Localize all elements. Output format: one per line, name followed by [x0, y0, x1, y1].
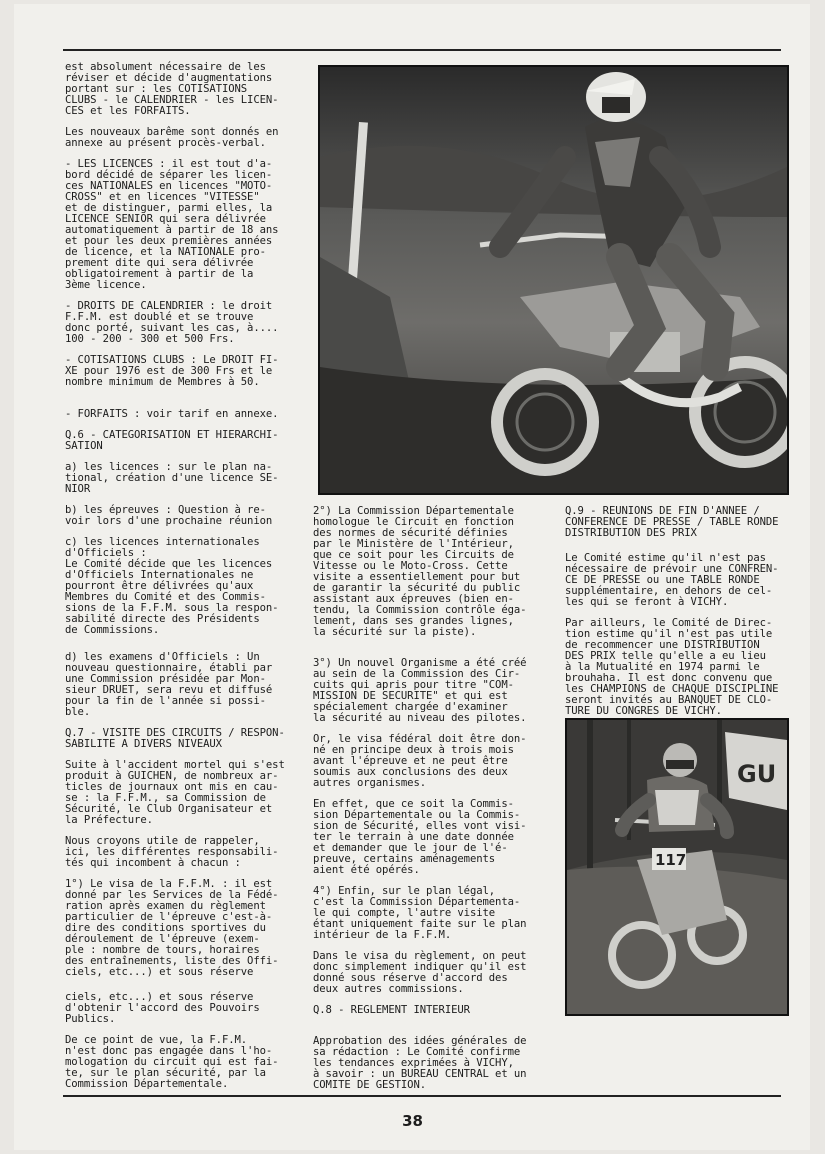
- rider-photo-graphic: [320, 67, 787, 493]
- column-right: [565, 506, 787, 727]
- col3-para-comite-estime: Le Comité estime qu'il n'est pas nécessaire de prévoir une CONFREN- CE DE PRESSE ou une TABLE RONDE supplémentaire, en dehors de cel- les qui se feront à VICHY.: [565, 552, 779, 608]
- col3-para-par-ailleurs: Par ailleurs, le Comité de Direc- tion estime qu'il n'est pas utile de recommencer une DISTRIBUTION DES PRIX telle qu'elle a eu lieu à la Mutualité en 1974 parmi le brouhaha. Il est donc convenu que les CHAMPIONS de CHAQUE DISCIPLINE seront invités au BANQUET DE CLO- TURE DU CONGRES DE VICHY.: [565, 617, 779, 717]
- col1-para-droits-calendrier: - DROITS DE CALENDRIER : le droit F.F.M. est doublé et se trouve donc porté, suivant les cas, à.... 100 - 200 - 300 et 500 Frs.: [65, 300, 279, 345]
- col2-para-en-effet: En effet, que ce soit la Commis- sion Départementale ou la Commis- sion de Sécurité, elles vont visi- ter le terrain à une date donnée et demander que le jour de l'é- preuve, certains aménagements aient été opérés.: [313, 798, 527, 876]
- col1-para-1: est absolument nécessaire de les réviser et décide d'augmentations portant sur : les COTISATIONS CLUBS - le CALENDRIER - les LICEN- CES et les FORFAITS.: [65, 61, 279, 117]
- top-rule: [63, 49, 781, 51]
- rider-117-photo-graphic: [567, 720, 787, 1014]
- col1-para-forfaits: - FORFAITS : voir tarif en annexe.: [65, 408, 279, 420]
- col1-para-licences: - LES LICENCES : il est tout d'a- bord décidé de séparer les licen- ces NATIONALES en licences "MOTO- CROSS" et en licences "VITESSE" et de distinguer, parmi elles, la LICENCE SENIOR qui sera délivrée automatiquement à partir de 18 ans et pour les deux premières années de licence, et la NATIONALE pro- prement dite qui sera délivrée obligatoirement à partir de la 3ème licence.: [65, 158, 279, 291]
- col1-para-2: Les nouveaux barême sont donnés en annexe au présent procès-verbal.: [65, 126, 279, 149]
- col2-para-commission-dep: 2°) La Commission Départementale homologue le Circuit en fonction des normes de sécurité définies par le Ministère de l'Intérieur, que ce soit pour les Circuits de Vitesse ou le Moto-Cross. Cette visite a essentiellement pour but de garantir la sécurité du public assistant aux épreuves (bien en- tendu, la Commission contrôle éga- lement, dans ses grandes lignes, la sécurité sur la piste).: [313, 505, 527, 638]
- column-middle: [313, 506, 537, 1101]
- col2-para-enfin: 4°) Enfin, sur le plan légal, c'est la Commission Départementa- le qui compte, l'autre visite étant uniquement faite sur le plan intérieur de la F.F.M.: [313, 885, 527, 941]
- col1-para-a-licences: a) les licences : sur le plan na- tional, création d'une licence SE- NIOR: [65, 461, 279, 495]
- col2-para-approbation: Approbation des idées générales de sa rédaction : Le Comité confirme les tendances exprimées à VICHY, à savoir : un BUREAU CENTRAL et un COMITE DE GESTION.: [313, 1035, 527, 1091]
- col1-para-d-examens: d) les examens d'Officiels : Un nouveau questionnaire, établi par une Commission présidée par Mon- sieur DRUET, sera revu et diffusé pour la fin de l'année si possi- ble.: [65, 651, 273, 718]
- col2-heading-q8: Q.8 - REGLEMENT INTERIEUR: [313, 1004, 470, 1016]
- motocross-rider-photo: [318, 65, 789, 495]
- col2-para-visa-federal: Or, le visa fédéral doit être don- né en principe deux à trois mois avant l'épreuve et ne peut être soumis aux conclusions des deux autres organismes.: [313, 733, 527, 789]
- col2-para-visa-reglement: Dans le visa du règlement, on peut donc simplement indiquer qu'il est donné sous réserve d'accord des deux autres commissions.: [313, 950, 527, 995]
- col1-para-guichen: Suite à l'accident mortel qui s'est produit à GUICHEN, de nombreux ar- ticles de journaux ont mis en cau- se : la F.F.M., sa Commission de Sécurité, le Club Organisateur et la Préfecture.: [65, 759, 285, 826]
- photo-sign-text: GU: [737, 760, 777, 788]
- col1-para-visa-ffm: 1°) Le visa de la F.F.M. : il est donné par les Services de la Fédé- ration après examen du règlement particulier de l'épreuve c'est-à- dire des conditions sportives du déroulement de l'épreuve (exem- ple : nombre de tours, horaires des entraînements, liste des Offi- ciels, etc...) et sous réserve: [65, 878, 279, 978]
- page-number: 38: [402, 1112, 423, 1130]
- column-left: [65, 62, 287, 1100]
- col1-para-rappeler: Nous croyons utile de rappeler, ici, les différentes responsabili- tés qui incombent à chacun :: [65, 835, 279, 869]
- col1-para-c-officiels: c) les licences internationales d'Officiels : Le Comité décide que les licences d'Officiels Internationales ne pourront être délivrées qu'aux Membres du Comité et des Commis- sions de la F.F.M. sous la respon- sabilité directe des Présidents de Commissions.: [65, 536, 279, 636]
- col1-heading-q6: Q.6 - CATEGORISATION ET HIERARCHI- SATION: [65, 429, 279, 452]
- col2-para-nouvel-organisme: 3°) Un nouvel Organisme a été créé au sein de la Commission des Cir- cuits qui apris pour titre "COM- MISSION DE SECURITE" et qui est spécialement chargée d'examiner la sécurité au niveau des pilotes.: [313, 657, 527, 724]
- col1-para-cotisations: - COTISATIONS CLUBS : Le DROIT FI- XE pour 1976 est de 300 Frs et le nombre minimum de Membres à 50.: [65, 354, 279, 388]
- col3-heading-q9: Q.9 - REUNIONS DE FIN D'ANNEE / CONFERENCE DE PRESSE / TABLE RONDE DISTRIBUTION DES PRIX: [565, 505, 779, 539]
- col1-heading-q7: Q.7 - VISITE DES CIRCUITS / RESPON- SABILITE A DIVERS NIVEAUX: [65, 727, 285, 750]
- rider-number-117-photo: [565, 718, 789, 1016]
- col1-para-pouvoirs-publics: ciels, etc...) et sous réserve d'obtenir l'accord des Pouvoirs Publics.: [65, 991, 260, 1025]
- col1-para-point-de-vue: De ce point de vue, la F.F.M. n'est donc pas engagée dans l'ho- mologation du circuit qui est fai- te, sur le plan sécurité, par la Commission Départementale.: [65, 1034, 279, 1090]
- photo-number-text: 117: [655, 851, 687, 869]
- col1-para-b-epreuves: b) les épreuves : Question à re- voir lors d'une prochaine réunion: [65, 504, 273, 527]
